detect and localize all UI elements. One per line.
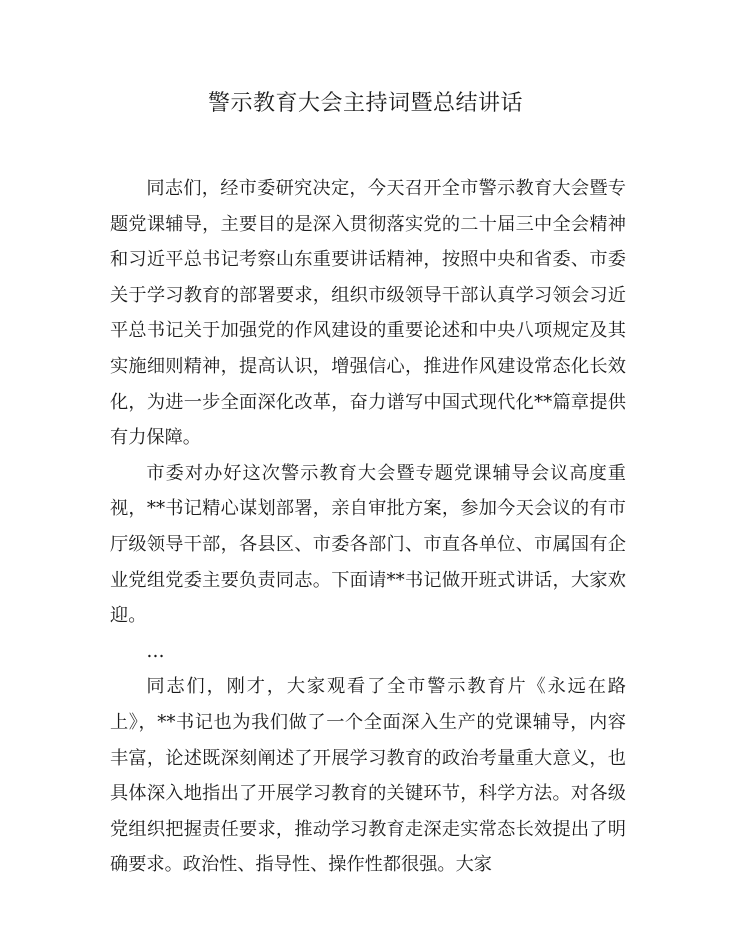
paragraph-summary: 同志们，刚才，大家观看了全市警示教育片《永远在路上》，**书记也为我们做了一个全面深入生产的党课辅导，内容丰富，论述既深刻阐述了开展学习教育的政治考量重大意义，也具体深入地指出了开展学习教育的关键环节，科学方法。对各级党组织把握责任要求，推动学习教育走深走实常态长效提出了明确要求。政治性、指导性、操作性都很强。大家: [110, 676, 626, 876]
document-title: 警示教育大会主持词暨总结讲话: [207, 91, 523, 116]
paragraph-ellipsis: …: [146, 640, 165, 662]
paragraph-introduction: 市委对办好这次警示教育大会暨专题党课辅导会议高度重视，**书记精心谋划部署，亲自审批方案，参加今天会议的有市厅级领导干部，各县区、市委各部门、市直各单位、市属国有企业党组党委主要负责同志。下面请**书记做开班式讲话，大家欢迎。: [110, 462, 626, 627]
paragraph-opening: 同志们，经市委研究决定，今天召开全市警示教育大会暨专题党课辅导，主要目的是深入贯彻落实党的二十届三中全会精神和习近平总书记考察山东重要讲话精神，按照中央和省委、市委关于学习教育的部署要求，组织市级领导干部认真学习领会习近平总书记关于加强党的作风建设的重要论述和中央八项规定及其实施细则精神，提高认识，增强信心，推进作风建设常态化长效化，为进一步全面深化改革，奋力谱写中国式现代化**篇章提供有力保障。: [110, 178, 626, 449]
document-body: [110, 171, 626, 883]
